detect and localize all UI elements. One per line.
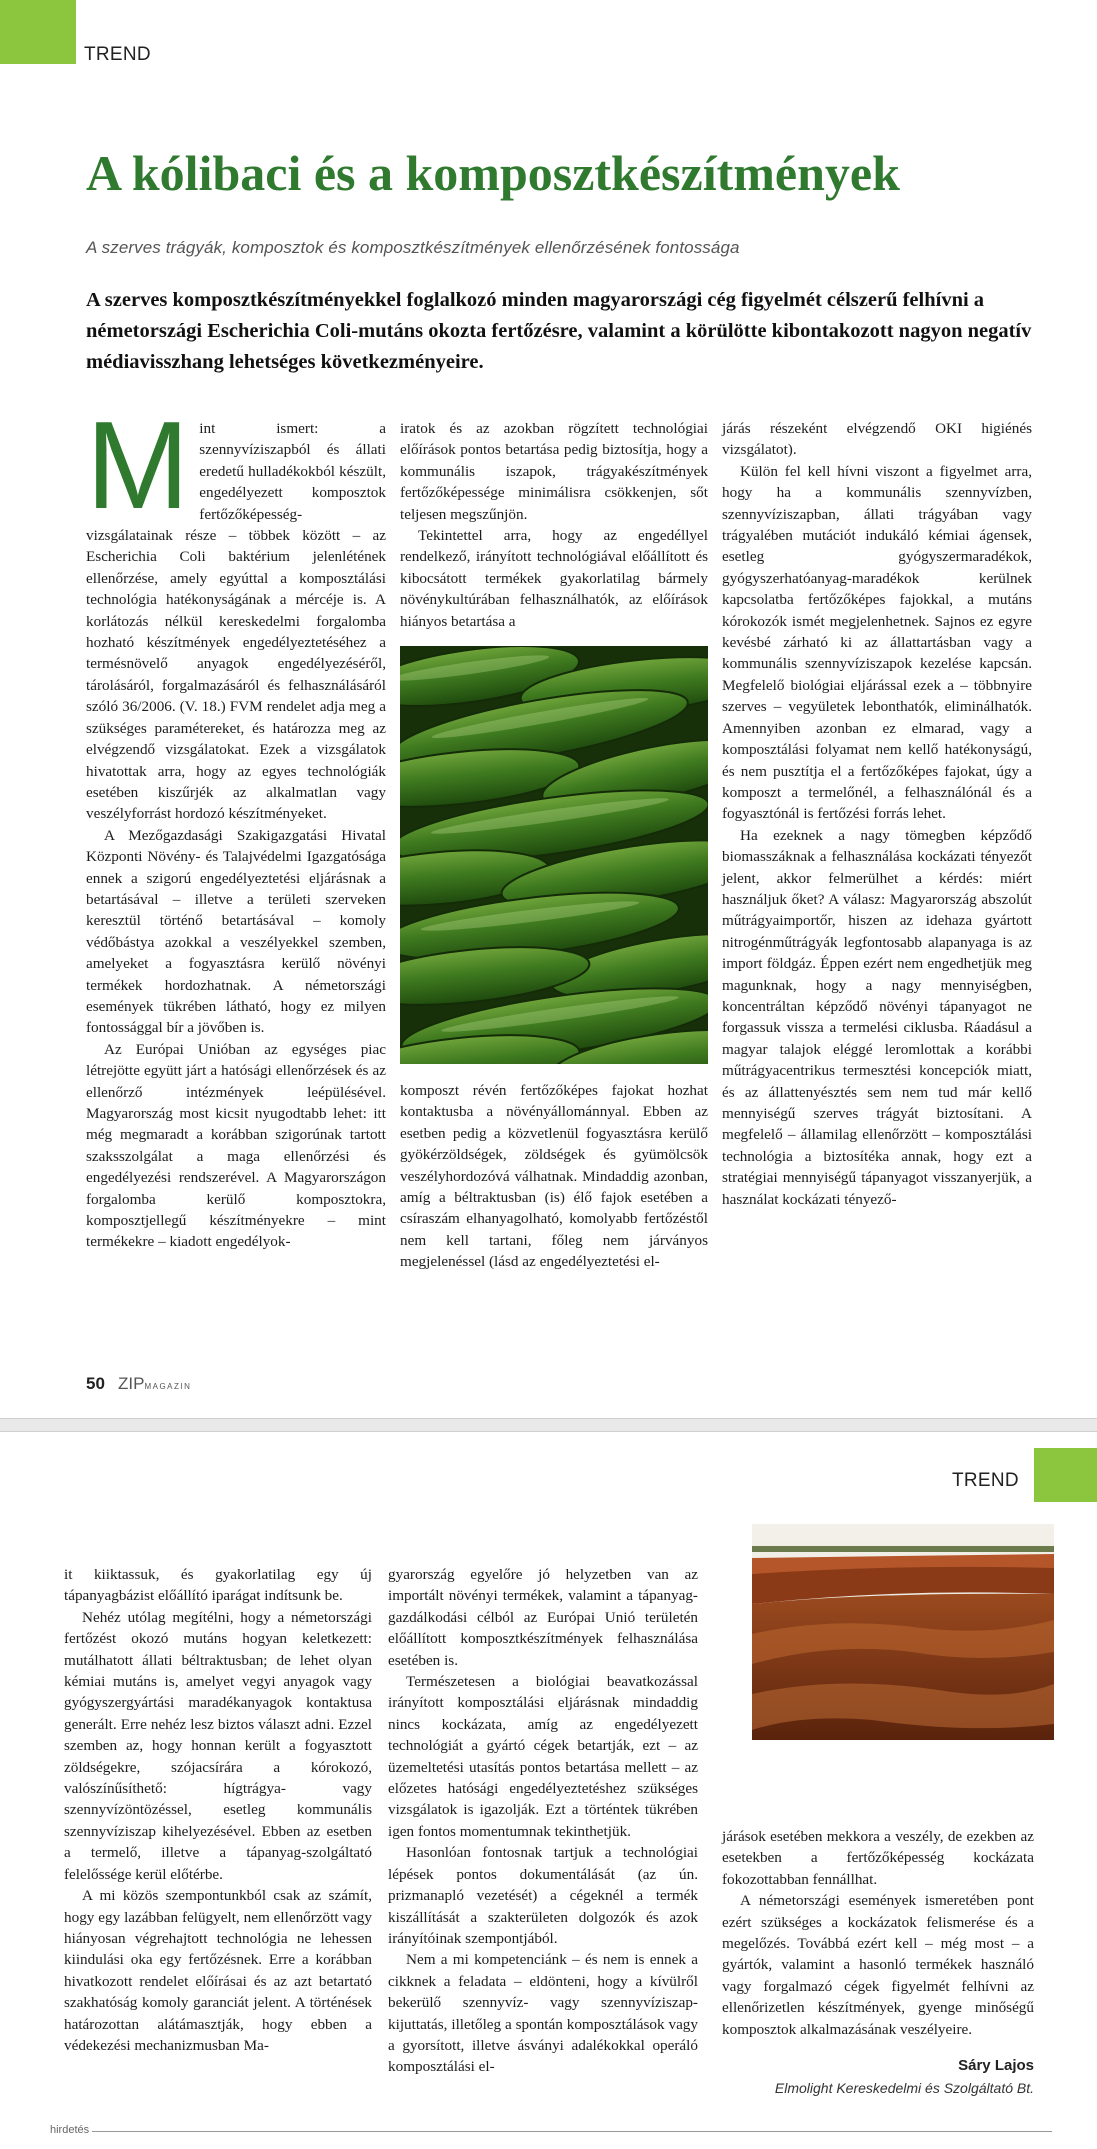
magazine-logo: ZIPMAGAZIN [118,1374,192,1393]
page1-column-3 [722,418,1032,1210]
paragraph: gyarország egyelőre jó helyzetben van az importált növényi termékek, valamint a tápanyag-gazdálkodási célból az Európai Unió területén előállított komposztkészítmények felhasználása esetében is. [388,1566,698,1669]
drop-cap: M [86,397,190,535]
paragraph: Nem a mi kompetenciánk – és nem is ennek a cikknek a feladata – eldönteni, hogy a kívülről bekerülő szennyvíz- vagy szennyvíziszap-kijuttatás, illetőleg a spontán komposztálások vagy a gyorsított, illetve ásványi adalékokkal operáló komposztálási el- [388,1951,698,2076]
paragraph: Ha ezeknek a nagy tömegben képződő biomasszáknak a felhasználása kockázati tényezőt jelent, akkor felmerülhet a kérdés: miért használjuk őket? A válasz: Magyarország abszolút műtrágyaimportőr, hiszen az idehaza gyártott nitrogénműtrágyák legfontosabb alapanyaga is az import földgáz. Éppen ezért nem engedhetjük meg magunknak, hogy a nagy mennyiségben, koncentráltan képződő növényi tápanyagot ne forgassuk vissza a termelési ciklusba. Ráadásul a magyar talajok eléggé leromlottak a korábbi műtrágyacentrikus termesztési koncepciók miatt, és az állattenyésztés sem nem tud már kellő mennyiségű szerves trágyát biztosítani. A megfelelő – államilag ellenőrzött – komposztálási technológia a biztosítéka annak, hogy ezt a stratégiai mennyiségű tápanyagot visszanyerjük, a használat kockázati tényező- [722,826,1032,1208]
page2-column-1 [64,1564,372,2056]
footer-rule [92,2131,1052,2132]
footer-tag: hirdetés [50,2124,90,2136]
page1-column-2-bottom [400,1080,708,1273]
article-title: A kólibaci és a komposztkészítmények [86,145,900,201]
section-marker [0,0,76,64]
paragraph: Az Európai Unióban az egységes piac létrejötte együtt járt a hatósági ellenőrzések és az ellenőrző intézmények leépülésével. Magyarország most kicsit nyugodtabb lehet: itt még megmaradt a korábban szigorúnak tartott szaksszolgálat a maga ellenőrzési és engedélyezési rendszerével. A Magyarországon forgalomba kerülő komposztokra, komposztjellegű készítményekre – mint termékekre – kiadott engedélyok- [86,1040,386,1251]
paragraph: A mi közös szempontunkból csak az számít, hogy egy lazábban felügyelt, nem ellenőrzött vagy hiányosan végrehajtott technológia ne lehessen kiindulási oka egy fertőzésnek. Erre a korábban hivatkozott rendelet előírásai és az azt betartató szakhatóság komoly garanciát jelent. A történések határozottan alátámasztják, hogy ebben a védekezési mechanizmusban Ma- [64,1887,372,2054]
paragraph: A németországi események ismeretében pont ezért szükséges a kockázatok felismerése és a megelőzés. Továbbá ezért kell – még most – a gyártók, valamint a hasonló termékek használó vagy forgalmazó cégek figyelmét felhívni az ellenőrizetlen készítmények, gyenge minőségű komposztok alkalmazásának veszélyeire. [722,1892,1034,2038]
page-separator [0,1418,1097,1432]
page1-column-1 [86,397,386,1253]
section-marker [1034,1448,1097,1502]
compost-field-photo [752,1524,1054,1740]
paragraph: Tekintettel arra, hogy az engedéllyel rendelkező, irányított technológiával előállított és kibocsátott termékek gyakorlatilag bármely növénykultúrában felhasználhatók, az előírások hiányos betartása a [400,527,708,630]
paragraph: komposzt révén fertőzőképes fajokat hozhat kontaktusba a növényállománnyal. Ebben az esetben pedig a közvetlenül fogyasztásra kerülő gyökérzöldségek, zöldségek és gyümölcsök veszélyhordozóvá válhatnak. Mindaddig azonban, amíg a béltraktusban (is) élő fajok esetében a csíraszám elhanyagolható, komolyabb fertőzéstől nem kell tartani, főleg nem járványos megjelenéssel (lásd az engedélyeztetési el- [400,1082,708,1271]
paragraph: it kiiktassuk, és gyakorlatilag egy új tápanyagbázist előállító iparágat indítsunk be. [64,1566,372,1605]
page1-column-2-top [400,418,708,632]
paragraph: járások esetében mekkora a veszély, de ezekben az esetekben a fertőzőképesség kockázata fokozottabban fennállhat. [722,1828,1034,1888]
paragraph: iratok és az azokban rögzített technológiai előírások pontos betartása pedig biztosítja, hogy a kommunális iszapok, trágyakészítmények fertőzőképessége minimálisra csökkenjen, sőt teljesen megszűnjön. [400,420,708,523]
section-label: TREND [84,44,151,65]
paragraph: Mint ismert: a szennyvíziszapból és állati eredetű hulladékokból készült, engedélyezett komposztok fertőzőképesség-vizsgálatainak része – többek között – az Escherichia Coli baktérium jelenlétének ellenőrzése, amely egyúttal a komposztálási technológia hatékonyságának a mércéje is. A korlátozás nélkül kereskedelmi forgalomba hozható készítmények engedélyeztetéséhez a termésnövelő anyagok engedélyezéséről, tárolásáról, forgalmazásáról és felhasználásáról szóló 36/2006. (V. 18.) FVM rendelet adja meg a szükséges paramétereket, és határozza meg az elvégzendő vizsgálatokat. Ezek a vizsgálatok hivatottak arra, hogy az egyes technológiák esetében kiszűrjék az alkalmatlan vagy veszélyforrást hordozó készítményeket. [86,397,386,823]
page2-column-2 [388,1564,698,2078]
paragraph: A Mezőgazdasági Szakigazgatási Hivatal Központi Növény- és Talajvédelmi Igazgatósága ennek a szigorú engedélyeztetési eljárásnak a betartásával – illetve a területi szerveken keresztül történő betartásával – komoly védőbástya azokkal a veszélyekkel szemben, amelyeket a fogyasztásra kerülő növényi termékek hordozhatnak. A németországi események tükrében látható, hogy ez milyen fontossággal bír a jövőben is. [86,826,386,1037]
section-label: TREND [952,1470,1019,1491]
page-number: 50 [86,1374,105,1393]
page2-column-3 [722,1826,1034,2040]
paragraph: Természetesen a biológiai beavatkozással irányított komposztálási eljárásnak mindaddig nincs kockázata, amíg az engedélyezett technológiát a gyártó cégek betartják, ezt – az üzemeltetési utasítás pontos betartása mellett – az előzetes hatósági engedélyeztetéshez szükséges vizsgálatok is igazolják. Ezt a történtek tükrében igen fontos momentumnak tekinthetjük. [388,1673,698,1840]
paragraph: Külön fel kell hívni viszont a figyelmet arra, hogy ha a kommunális szennyvízben, szennyvíziszapban, állati trágyában vagy trágyalében mutációt indukáló kémiai ágensek, esetleg gyógyszermaradékok, gyógyszerhatóanyag-maradékok kerülnek kapcsolatba fertőzőképes fajokkal, a mutáns kórokozók ismét megjelenhetnek. Sajnos ez egyre kevésbé zárható ki az állattartásban vagy a kommunális szennyvíziszapok kezelése kapcsán. Megfelelő biológiai eljárással ezek a – többnyire szerves – vegyületek lebonthatók, eliminálhatók. Amennyiben azonban ez elmarad, vagy a komposztálási folyamat nem kellő hatékonyságú, és nem pusztítja el a fertőzőképes fajokat, úgy a komposzt a termelőnél, a felhasználónál és a fogyasztónál is fertőzési forrás lehet. [722,462,1032,823]
author-name: Sáry Lajos [958,2057,1034,2074]
magazine-page-51 [0,1432,1097,2149]
cucumbers-photo [400,646,708,1064]
paragraph: járás részeként elvégzendő OKI higiénés vizsgálatot). [722,420,1032,459]
article-subtitle: A szerves trágyák, komposztok és komposztkészítmények ellenőrzésének fontossága [86,238,740,257]
paragraph: Hasonlóan fontosnak tartjuk a technológiai lépések pontos dokumentálását (az ún. prizmanapló vezetését) a cégeknél a termék kiszállítását a szakterületen dolgozók és azok irányítóinak szempontjából. [388,1844,698,1947]
author-company: Elmolight Kereskedelmi és Szolgáltató Bt. [774,2080,1034,2096]
paragraph: Nehéz utólag megítélni, hogy a németországi fertőzést okozó mutáns hogyan keletkezett: mutálhatott állati béltraktusban; de lehet olyan kémiai mutáns is, amelyet vegyi anyagok vagy gyógyszergyártási maradékanyagok kontaktusa generált. Erre nehéz lesz biztos választ adni. Ezzel szemben az, hogy honnan került a fogyasztott zöldségekre, szójacsírára a kórokozó, valószínűsíthető: hígtrágya- vagy szennyvízöntözéssel, esetleg kommunális szennyvíziszap kihelyezésével. Ebben az esetben a termelő, illetve a tápanyag-szolgáltató felelőssége kerül előtérbe. [64,1608,372,1883]
article-lead: A szerves komposztkészítményekkel foglalkozó minden magyarországi cég figyelmét célszerű felhívni a németországi Escherichia Coli-mutáns okozta fertőzésre, valamint a körülötte kibontakozott nagyon negatív médiavisszhang lehetséges következményeire. [86,289,1032,373]
